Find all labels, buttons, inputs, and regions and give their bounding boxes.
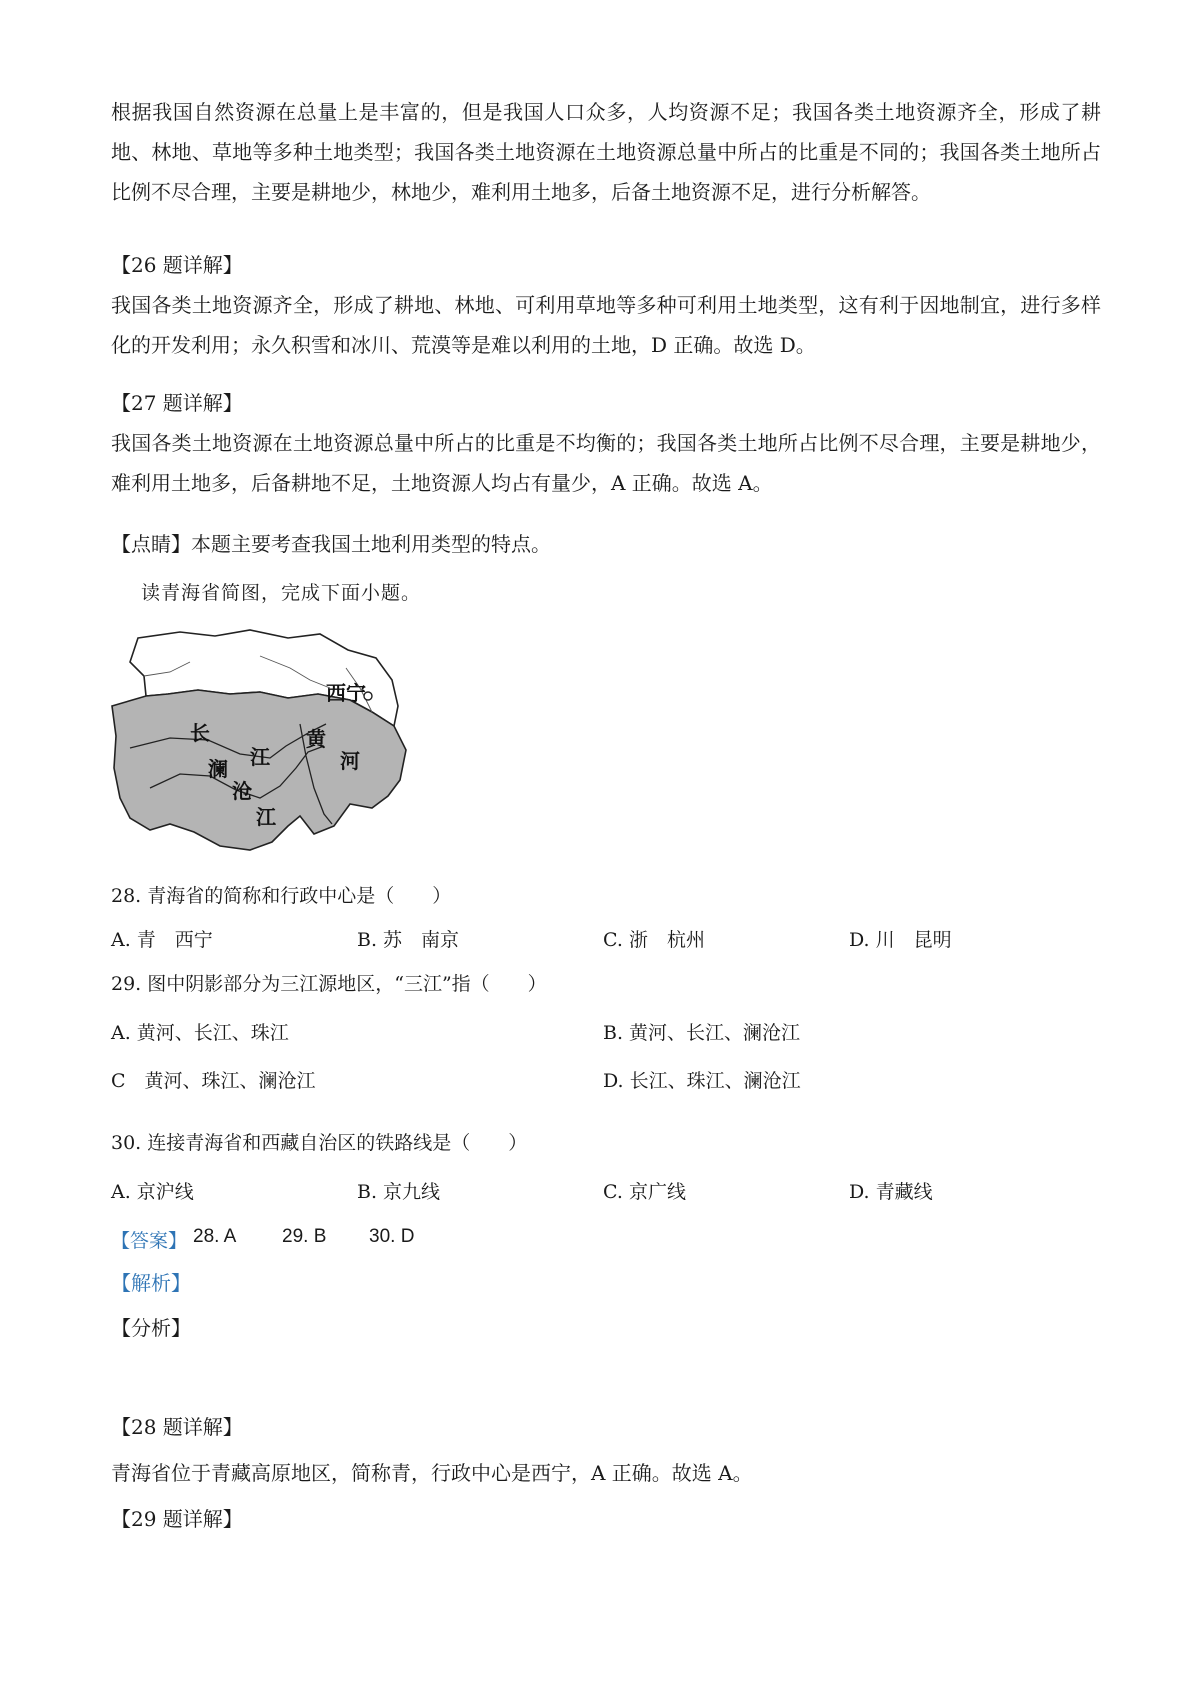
q30-option-c: C. 京广线: [603, 1181, 686, 1203]
q30-option-d: D. 青藏线: [849, 1181, 933, 1203]
q28-stem: 28. 青海省的简称和行政中心是（ ）: [111, 885, 452, 907]
answer-label: 【答案】: [111, 1231, 188, 1252]
answer-30: 30. D: [369, 1226, 415, 1247]
q30-option-a: A. 京沪线: [111, 1181, 194, 1203]
q29-option-d: D. 长江、珠江、澜沧江: [603, 1070, 801, 1092]
q29-detail-heading: 【29 题详解】: [111, 1507, 243, 1531]
map-label-lancang-char1: 澜: [208, 757, 228, 781]
q29-option-c: C 黄河、珠江、澜沧江: [111, 1070, 316, 1092]
key-point-note: 【点睛】本题主要考查我国土地利用类型的特点。: [111, 532, 551, 556]
q29-option-a: A. 黄河、长江、珠江: [111, 1022, 289, 1044]
answer-28: 28. A: [193, 1226, 237, 1247]
map-label-xining: 西宁: [326, 681, 366, 705]
fenxi-label: 【分析】: [111, 1316, 191, 1340]
q28-option-c: C. 浙 杭州: [603, 929, 705, 951]
q28-option-d: D. 川 昆明: [849, 929, 952, 951]
map-label-changjiang-char2: 江: [250, 745, 270, 769]
q30-stem: 30. 连接青海省和西藏自治区的铁路线是（ ）: [111, 1132, 528, 1154]
jiexi-label: 【解析】: [111, 1271, 191, 1295]
map-label-lancang-char2: 沧: [232, 779, 252, 803]
q26-heading: 【26 题详解】: [111, 253, 243, 277]
map-label-huanghe-char2: 河: [340, 749, 360, 773]
q29-stem: 29. 图中阴影部分为三江源地区，“三江”指（ ）: [111, 973, 547, 995]
q26-explanation: 我国各类土地资源齐全，形成了耕地、林地、可利用草地等多种可利用土地类型，这有利于因地制宜，进行多样化的开发利用；永久积雪和冰川、荒漠等是难以利用的土地，D 正确。故选 D。: [111, 293, 1101, 357]
map-label-changjiang-char1: 长: [190, 721, 210, 745]
answer-29: 29. B: [282, 1226, 327, 1247]
qinghai-map: [110, 628, 445, 858]
map-label-lancang-char3: 江: [256, 805, 276, 829]
q30-option-b: B. 京九线: [357, 1181, 441, 1203]
q28-detail-heading: 【28 题详解】: [111, 1415, 243, 1439]
map-label-huanghe-char1: 黄: [306, 727, 326, 751]
q27-explanation: 我国各类土地资源在土地资源总量中所占的比重是不均衡的；我国各类土地所占比例不尽合理，主要是耕地少，难利用土地多，后备耕地不足，土地资源人均占有量少，A 正确。故选 A。: [111, 431, 1101, 495]
q28-option-a: A. 青 西宁: [111, 929, 213, 951]
analysis-paragraph: 根据我国自然资源在总量上是丰富的，但是我国人口众多，人均资源不足；我国各类土地资源齐全，形成了耕地、林地、草地等多种土地类型；我国各类土地资源在土地资源总量中所占的比重是不同的；我国各类土地所占比例不尽合理，主要是耕地少，林地少，难利用土地多，后备土地资源不足，进行分析解答。: [111, 100, 1101, 204]
q29-option-b: B. 黄河、长江、澜沧江: [603, 1022, 801, 1044]
q27-heading: 【27 题详解】: [111, 391, 243, 415]
q28-detail-body: 青海省位于青藏高原地区，简称青，行政中心是西宁，A 正确。故选 A。: [111, 1461, 753, 1485]
q28-option-b: B. 苏 南京: [357, 929, 460, 951]
map-intro: 读青海省简图，完成下面小题。: [141, 582, 422, 604]
